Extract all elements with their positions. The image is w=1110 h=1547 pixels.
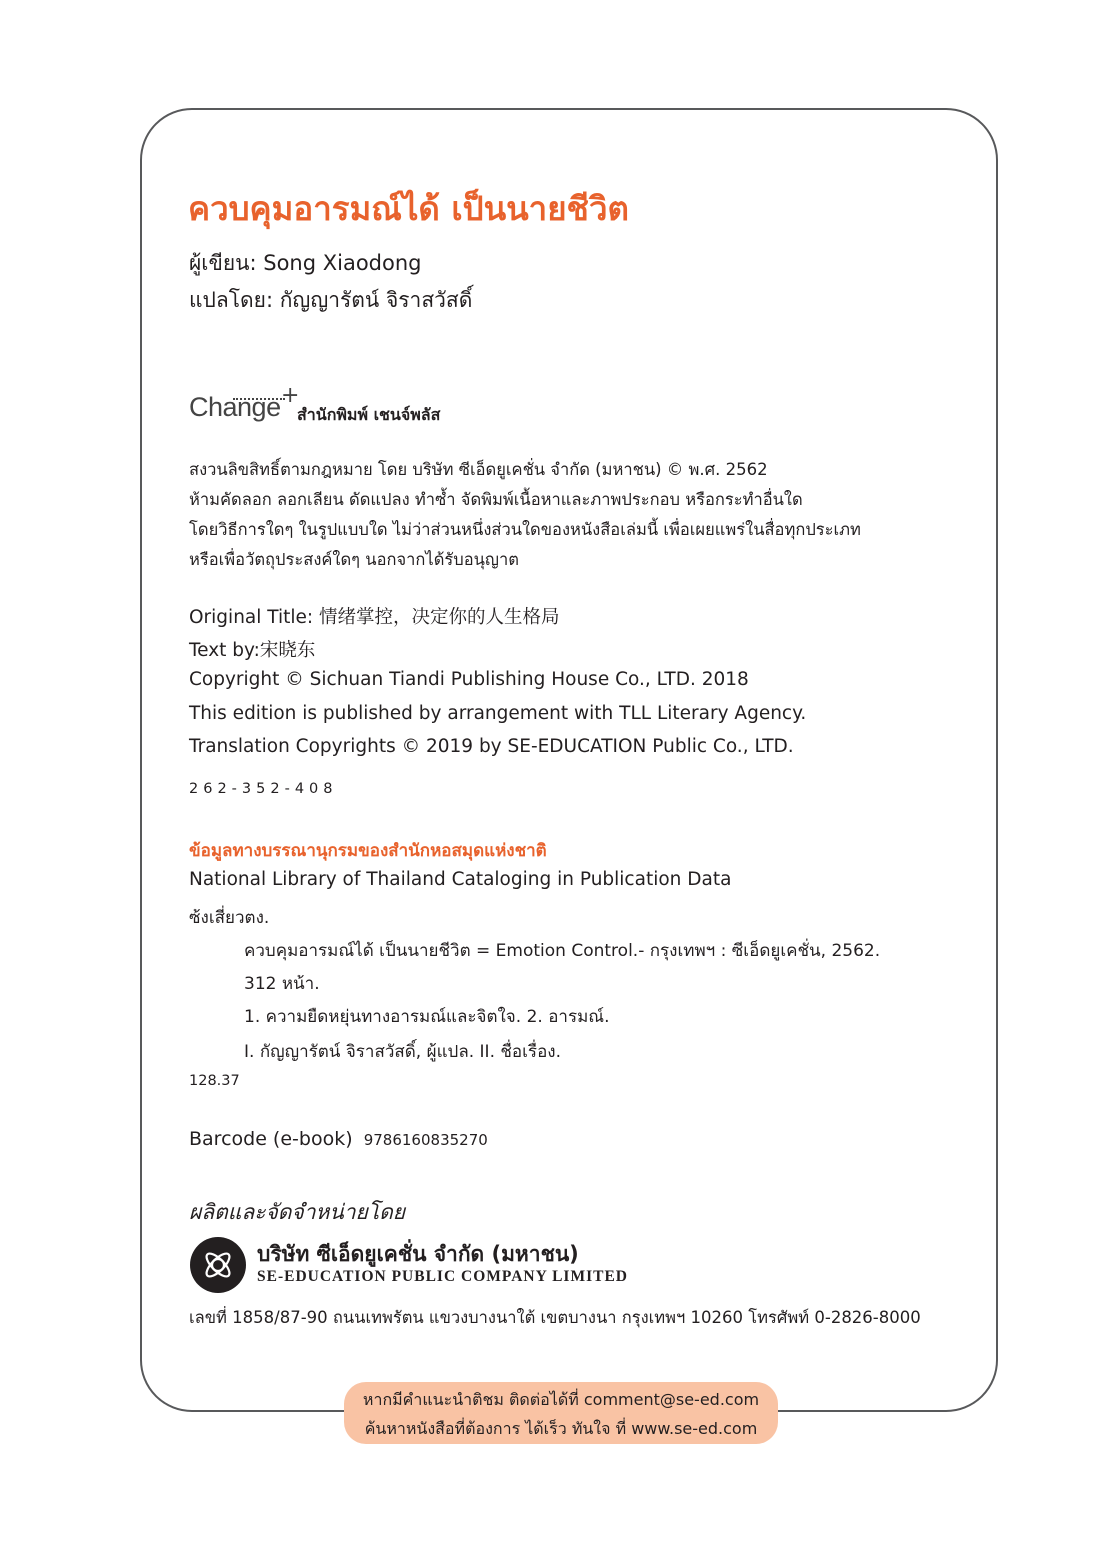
company-english-name: SE-EDUCATION PUBLIC COMPANY LIMITED (257, 1268, 628, 1285)
cip-added-entries: I. กัญญารัตน์ จิราสวัสดิ์, ผู้แปล. II. ชื่อเรื่อง. (244, 1042, 561, 1062)
cip-subjects: 1. ความยืดหยุ่นทางอารมณ์และจิตใจ. 2. อารมณ์. (244, 1007, 610, 1027)
rights-line: ห้ามคัดลอก ลอกเลียน ดัดแปลง ทำซ้ำ จัดพิมพ์เนื้อหาและภาพประกอบ หรือกระทำอื่นใด (189, 490, 803, 509)
contact-banner (344, 1382, 778, 1444)
rights-line: สงวนลิขสิทธิ์ตามกฎหมาย โดย บริษัท ซีเอ็ดยูเคชั่น จำกัด (มหาชน) © พ.ศ. 2562 (189, 460, 768, 479)
translator-line: แปลโดย: กัญญารัตน์ จิราสวัสดิ์ (189, 288, 473, 312)
contact-line: ค้นหาหนังสือที่ต้องการ ได้เร็ว ทันใจ ที่ www.se-ed.com (364, 1419, 758, 1438)
plus-icon: + (281, 383, 300, 408)
barcode-label: Barcode (e-book) (189, 1128, 353, 1150)
book-title: ควบคุมอารมณ์ได้ เป็นนายชีวิต (188, 189, 629, 228)
author-line: ผู้เขียน: Song Xiaodong (189, 251, 422, 275)
original-title-line: Original Title: 情绪掌控，决定你的人生格局 (189, 607, 560, 628)
company-thai-name: บริษัท ซีเอ็ดยูเคชั่น จำกัด (มหาชน) (257, 1242, 579, 1266)
produced-by: ผลิตและจัดจำหน่ายโดย (189, 1200, 406, 1224)
company-address: เลขที่ 1858/87-90 ถนนเทพรัตน แขวงบางนาใต้ เขตบางนา กรุงเทพฯ 10260 โทรศัพท์ 0-2826-8000 (189, 1308, 921, 1327)
translation-copyright-line: Translation Copyrights © 2019 by SE-EDUCATION Public Co., LTD. (189, 736, 794, 757)
barcode-row (189, 1128, 488, 1150)
imprint-name: สำนักพิมพ์ เชนจ์พลัส (297, 405, 441, 424)
isbn-code: 262-352-408 (189, 781, 338, 797)
cip-author-entry: ซ้งเสี่ยวตง. (189, 908, 270, 928)
edition-line: This edition is published by arrangement with TLL Literary Agency. (189, 703, 807, 724)
cip-heading: ข้อมูลทางบรรณานุกรมของสำนักหอสมุดแห่งชาติ (189, 841, 547, 861)
barcode-number: 9786160835270 (363, 1131, 488, 1149)
cip-class-number: 128.37 (189, 1073, 240, 1089)
imprint-logo: Change (189, 392, 281, 422)
rights-line: หรือเพื่อวัตถุประสงค์ใดๆ นอกจากได้รับอนุญาต (189, 550, 519, 569)
text-by-line: Text by:宋晓东 (189, 640, 316, 661)
cip-title-entry: ควบคุมอารมณ์ได้ เป็นนายชีวิต = Emotion Control.- กรุงเทพฯ : ซีเอ็ดยูเคชั่น, 2562. (244, 941, 881, 961)
se-ed-knot-logo-icon (190, 1237, 246, 1293)
cip-pages: 312 หน้า. (244, 974, 320, 994)
contact-line: หากมีคำแนะนำติชม ติดต่อได้ที่ comment@se-ed.com (362, 1390, 760, 1409)
rights-line: โดยวิธีการใดๆ ในรูปแบบใด ไม่ว่าส่วนหนึ่งส่วนใดของหนังสือเล่มนี้ เพื่อเผยแพร่ในสื่อทุกประเภท (189, 520, 861, 539)
cip-english-heading: National Library of Thailand Cataloging in Publication Data (189, 869, 732, 890)
copyright-line: Copyright © Sichuan Tiandi Publishing House Co., LTD. 2018 (189, 669, 749, 690)
imprint-logo-dots (233, 398, 285, 400)
